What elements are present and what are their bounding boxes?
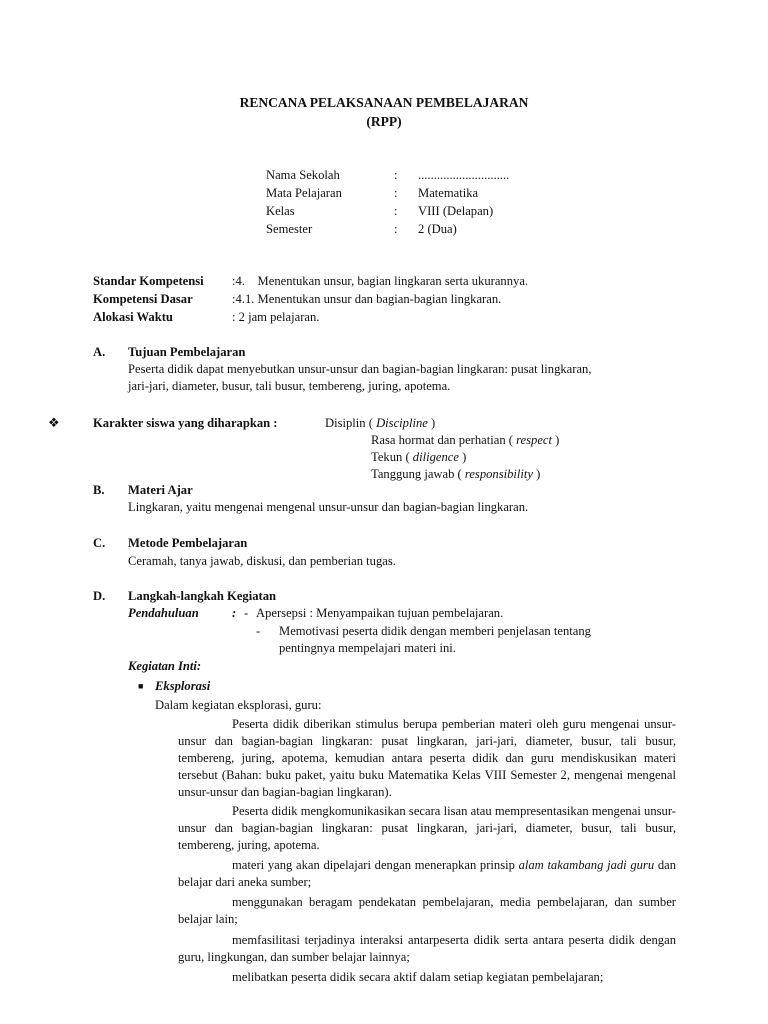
section-b-letter: B. xyxy=(93,483,105,497)
eksplorasi-paragraph: Peserta didik diberikan stimulus berupa pemberian materi oleh guru mengenai unsur-unsur dan bagian-bagian lingkaran: pusat lingkaran, jari-jari, diameter, busur, tali busur, tembereng, juring, apotema, kemudian antara peserta didik dan guru mendiskusikan materi tersebut (Bahan: buku paket, yaitu buku Matematika Kelas VIII Semester 2, mengenai mengenal unsur-unsur dan bagian-bagian lingkaran). xyxy=(178,717,676,799)
section-a-text-line: jari-jari, diameter, busur, tali busur, tembereng, juring, apotema. xyxy=(128,379,451,393)
eksplorasi-paragraph: Peserta didik mengkomunikasikan secara lisan atau mempresentasikan mengenai unsur-unsur dan bagian-bagian lingkaran: pusat lingkaran, jari-jari, diameter, busur, tali busur, tembereng, juring, apotema. xyxy=(178,804,676,852)
identity-separator: : xyxy=(394,222,398,236)
standard-competency-label: Standar Kompetensi xyxy=(93,274,204,288)
time-allocation-value: : 2 jam pelajaran. xyxy=(232,310,320,324)
eksplorasi-paragraph: menggunakan beragam pendekatan pembelajaran, media pembelajaran, dan sumber belajar lain; xyxy=(178,895,676,926)
section-b-heading: Materi Ajar xyxy=(128,483,193,497)
identity-label-school: Nama Sekolah xyxy=(266,168,340,182)
eksplorasi-paragraph: materi yang akan dipelajari dengan menerapkan prinsip alam takambang jadi guru dan belajar dari aneka sumber; xyxy=(178,858,676,889)
time-allocation-label: Alokasi Waktu xyxy=(93,310,173,324)
section-c-text: Ceramah, tanya jawab, diskusi, dan pemberian tugas. xyxy=(128,554,396,568)
identity-separator: : xyxy=(394,168,398,182)
section-c-heading: Metode Pembelajaran xyxy=(128,536,248,550)
square-bullet-icon: ■ xyxy=(138,681,144,691)
identity-value-semester: 2 (Dua) xyxy=(418,222,457,236)
pendahuluan-item-cont: pentingnya mempelajari materi ini. xyxy=(279,641,456,655)
identity-label-class: Kelas xyxy=(266,204,295,218)
section-a-heading: Tujuan Pembelajaran xyxy=(128,345,246,359)
identity-value-class: VIII (Delapan) xyxy=(418,204,494,218)
character-item: Disiplin ( Discipline ) xyxy=(325,416,436,430)
standard-competency-value: :4. Menentukan unsur, bagian lingkaran serta ukurannya. xyxy=(232,274,529,288)
kegiatan-inti-heading: Kegiatan Inti: xyxy=(128,659,202,673)
eksplorasi-paragraph: memfasilitasi terjadinya interaksi antarpeserta didik serta antara peserta didik dengan guru, lingkungan, dan sumber belajar lainnya; xyxy=(178,933,676,964)
identity-label-semester: Semester xyxy=(266,222,313,236)
list-dash: - xyxy=(256,624,261,638)
identity-label-subject: Mata Pelajaran xyxy=(266,186,342,200)
character-item: Rasa hormat dan perhatian ( respect ) xyxy=(371,433,560,447)
character-item: Tekun ( diligence ) xyxy=(371,450,467,464)
section-d-heading: Langkah-langkah Kegiatan xyxy=(128,589,277,603)
document-title: RENCANA PELAKSANAAN PEMBELAJARAN xyxy=(239,95,529,110)
character-label: Karakter siswa yang diharapkan : xyxy=(93,416,278,430)
eksplorasi-intro: Dalam kegiatan eksplorasi, guru: xyxy=(155,698,322,712)
character-item: Tanggung jawab ( responsibility ) xyxy=(371,467,541,481)
basic-competency-label: Kompetensi Dasar xyxy=(93,292,193,306)
document-subtitle: (RPP) xyxy=(366,114,402,129)
pendahuluan-item: Apersepsi : Menyampaikan tujuan pembelajaran. xyxy=(256,606,504,620)
identity-separator: : xyxy=(394,186,398,200)
section-a-text-line: Peserta didik dapat menyebutkan unsur-unsur dan bagian-bagian lingkaran: pusat lingkaran, xyxy=(128,362,592,376)
identity-separator: : xyxy=(394,204,398,218)
basic-competency-value: :4.1. Menentukan unsur dan bagian-bagian lingkaran. xyxy=(232,292,502,306)
list-dash: - xyxy=(244,606,249,620)
section-d-letter: D. xyxy=(93,589,106,603)
section-b-text: Lingkaran, yaitu mengenai mengenal unsur-unsur dan bagian-bagian lingkaran. xyxy=(128,500,529,514)
section-c-letter: C. xyxy=(93,536,106,550)
pendahuluan-label: Pendahuluan xyxy=(128,606,199,620)
identity-value-school: ............................. xyxy=(418,168,510,182)
identity-value-subject: Matematika xyxy=(418,186,479,200)
pendahuluan-item: Memotivasi peserta didik dengan memberi penjelasan tentang xyxy=(279,624,591,638)
diamond-bullet-icon: ❖ xyxy=(48,415,60,430)
pendahuluan-colon: : xyxy=(232,606,237,620)
eksplorasi-heading: Eksplorasi xyxy=(155,679,211,693)
section-a-letter: A. xyxy=(93,345,106,359)
eksplorasi-paragraph: melibatkan peserta didik secara aktif dalam setiap kegiatan pembelajaran; xyxy=(232,970,604,984)
